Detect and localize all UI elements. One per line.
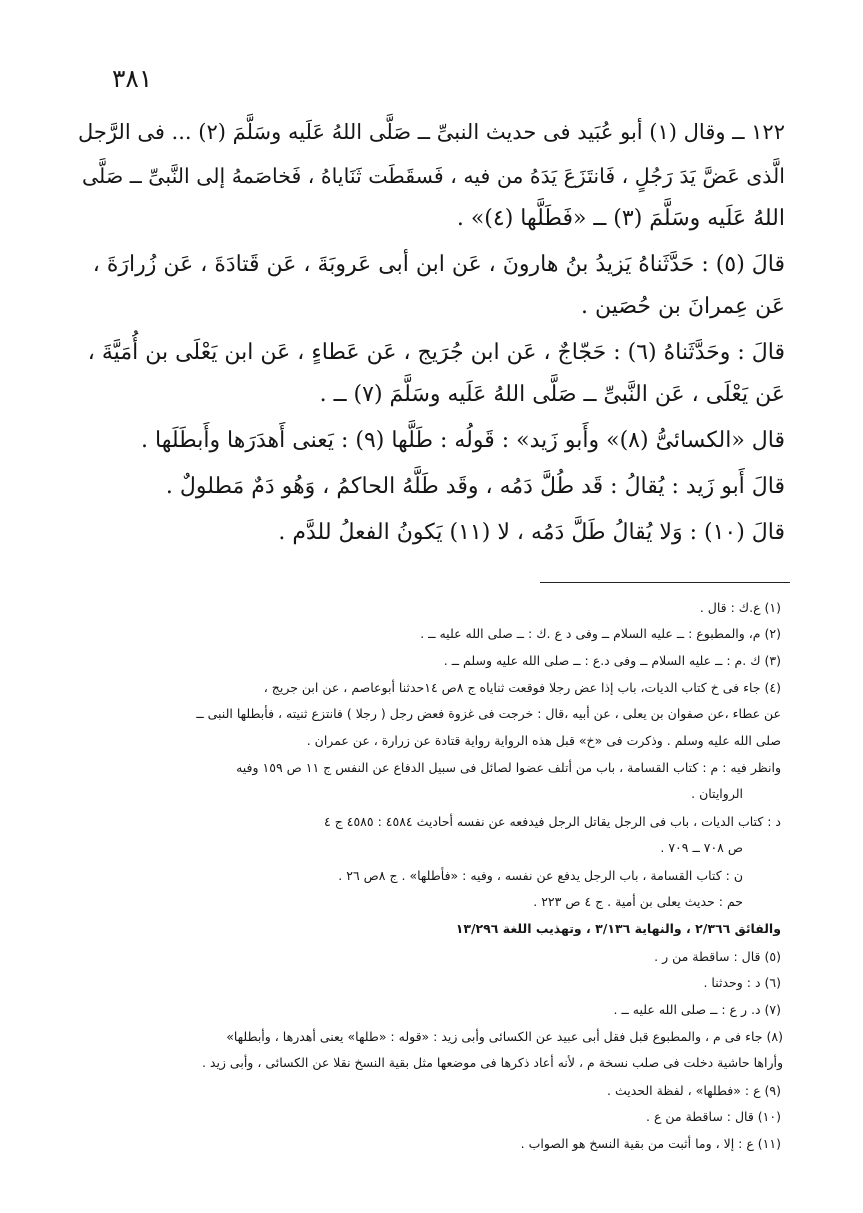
footnote-8-line-1: (٨) جاء فى م ، والمطبوع قبل فقل أبى عبيد عن الكسائى وأبى زيد : «قوله : «طلها» يعنى أهدرها ، وأبطلها» (226, 1029, 783, 1044)
footnote-4-line-1: (٤) جاء فى خ كتاب الديات، باب إذا عض رجلا فوقعت ثناياه ج ٨ص ١٤حدثنا أبوعاصم ، عن ابن جريج ، (263, 680, 781, 695)
footnote-5: (٥) قال : ساقطة من ر . (654, 949, 781, 964)
footnote-divider (540, 582, 790, 583)
body-line-6: قالَ : وحَدَّثَناهُ (٦) : حَجّاجٌ ، عَن ابن جُرَيج ، عَن عَطاءٍ ، عَن ابن يَعْلَى بن أُمَيَّةَ ، (87, 340, 785, 365)
footnote-4-line-3: صلى الله عليه وسلم . وذكرت فى «خ» قبل هذه الرواية رواية قتادة عن زرارة ، عن عمران . (306, 733, 781, 748)
footnote-4-dawud-ref-cont: ص ٧٠٨ ــ ٧٠٩ . (660, 840, 743, 855)
body-line-8: قال «الكسائىُّ (٨)» وأَبو زَيد» : قَولُه : طَلَّها (٩) : يَعنى أَهدَرَها وأَبطَلَها . (141, 428, 785, 453)
page-number: ٣٨١ (112, 64, 153, 93)
footnote-11: (١١) ع : إلا ، وما أثبت من بقية النسخ هو الصواب . (520, 1136, 781, 1151)
footnote-9: (٩) ع : «فطلها» ، لفظة الحديث . (607, 1083, 781, 1098)
body-line-10: قالَ (١٠) : وَلا يُقالُ طَلَّ دَمُه ، لا (١١) يَكونُ الفعلُ للدَّم . (278, 520, 785, 545)
body-line-4: قالَ (٥) : حَدَّثَناهُ يَزيدُ بنُ هارونَ ، عَن ابن أبى عَروبَةَ ، عَن قَتادَةَ ، عَن زُرارَةَ ، (92, 252, 785, 277)
footnote-4-nasai-ref: ن : كتاب القسامة ، باب الرجل يدفع عن نفسه ، وفيه : «فأطلها» . ج ٨ص ٢٦ . (338, 868, 743, 883)
footnote-2: (٢) م، والمطبوع : ــ عليه السلام ــ وفى د ع .ك : ــ صلى الله عليه ــ . (420, 626, 781, 641)
body-line-2: الَّذى عَضَّ يَدَ رَجُلٍ ، فَانتَزَعَ يَدَهُ من فيه ، فَسقَطَت ثَنَاياهُ ، فَخاصَمهُ إلى النَّبىِّ ــ صَلَّى (81, 164, 785, 188)
footnote-4-lexicon-ref: والفائق ٢/٣٦٦ ، والنهاية ٣/١٣٦ ، وتهذيب اللغة ١٣/٢٩٦ (455, 921, 781, 936)
footnote-7: (٧) د. ر ع : ــ صلى الله عليه ــ . (613, 1002, 781, 1017)
footnote-1: (١) ع.ك : قال . (699, 600, 781, 615)
footnote-4-ahmad-ref: حم : حديث يعلى بن أمية . ج ٤ ص ٢٢٣ . (533, 894, 743, 909)
footnote-4-muslim-ref: وانظر فيه : م : كتاب القسامة ، باب من أتلف عضوا لصائل فى سبيل الدفاع عن النفس ج ١١ ص ١٥٩ وفيه (236, 760, 781, 775)
body-line-7: عَن يَعْلَى ، عَن النَّبىِّ ــ صَلَّى اللهُ عَلَيه وسَلَّمَ (٧) ــ . (319, 382, 785, 407)
footnote-4-dawud-ref: د : كتاب الديات ، باب فى الرجل يقاتل الرجل فيدفعه عن نفسه أحاديث ٤٥٨٤ : ٤٥٨٥ ج ٤ (324, 814, 781, 829)
body-line-9: قالَ أَبو زَيد : يُقالُ : قَد طُلَّ دَمُه ، وقَد طَلَّهُ الحاكمُ ، وَهُو دَمٌ مَطلولٌ . (165, 474, 785, 499)
body-line-5: عَن عِمرانَ بن حُصَين . (580, 294, 785, 319)
footnote-4-line-2: عن عطاء ،عن صفوان بن يعلى ، عن أبيه ،قال : خرجت فى غزوة فعض رجل ( رجلا ) فانتزع ثنيته ، فأبطلها النبى ــ (196, 706, 781, 721)
footnote-10: (١٠) قال : ساقطة من ع . (646, 1109, 781, 1124)
body-line-3: اللهُ عَلَيه وسَلَّمَ (٣) ــ «فَطَلَّها (٤)» . (456, 206, 785, 231)
footnote-8-line-2: وأراها حاشية دخلت فى صلب نسخة م ، لأنه أعاد ذكرها فى موضعها مثل بقية النسخ نقلا عن الكسائى ، وأبى زيد . (201, 1055, 783, 1070)
body-line-1: ١٢٢ ــ وقال (١) أبو عُبَيد فى حديث النبىِّ ــ صَلَّى اللهُ عَلَيه وسَلَّمَ (٢) ... فى الرَّجل (77, 120, 785, 144)
footnote-4-muslim-ref-cont: الروايتان . (691, 786, 743, 801)
footnote-3: (٣) ك .م : ــ عليه السلام ــ وفى د.ع : ــ صلى الله عليه وسلم ــ . (443, 653, 781, 668)
footnote-6: (٦) د : وحدثنا . (703, 975, 781, 990)
